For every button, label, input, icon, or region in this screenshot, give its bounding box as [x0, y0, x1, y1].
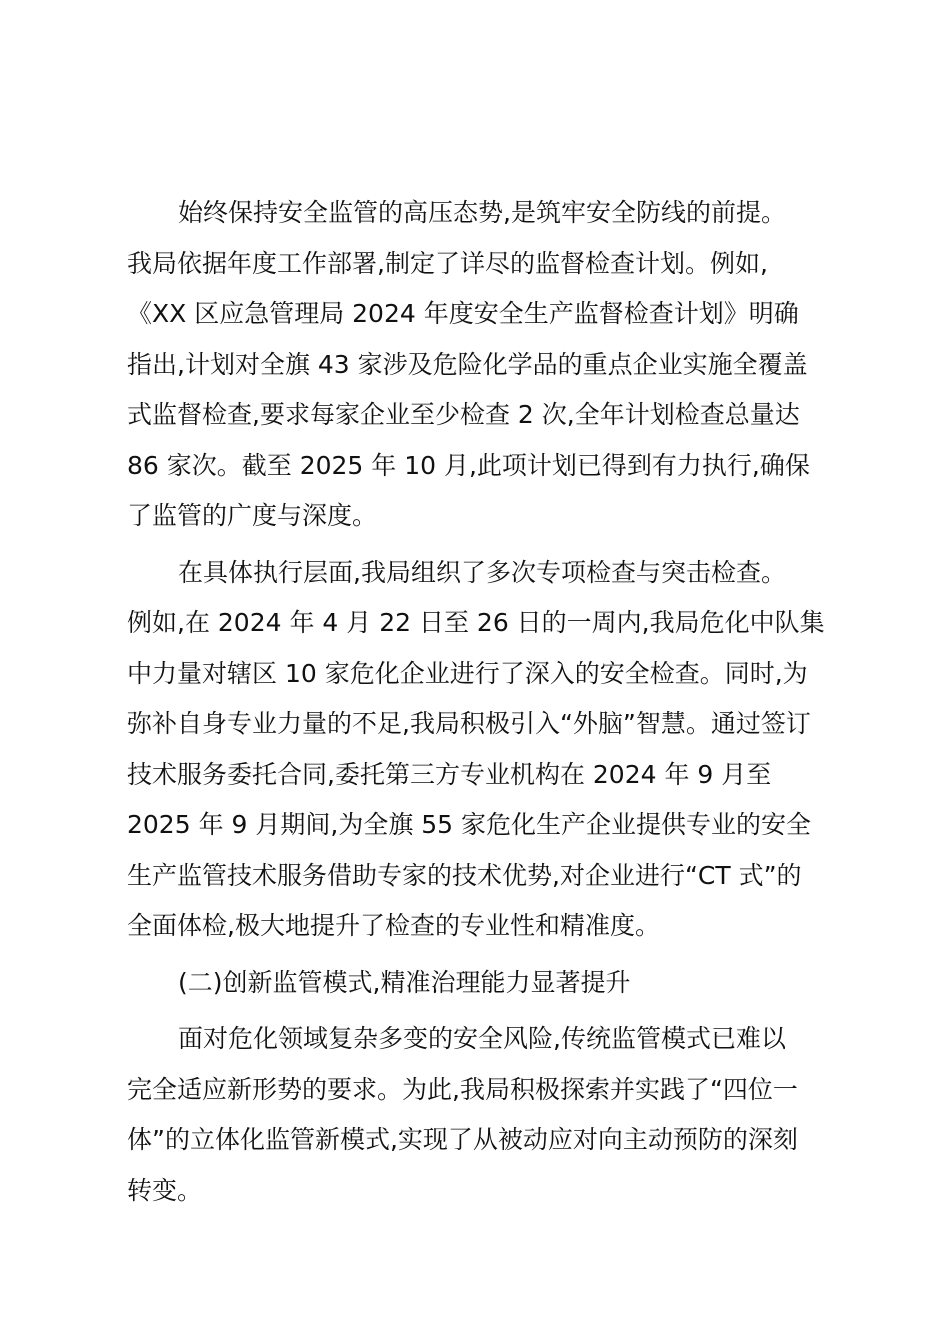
text-line: 86 家次。截至 2025 年 10 月,此项计划已得到有力执行,确保 [127, 450, 810, 480]
text-line: 全面体检,极大地提升了检查的专业性和精准度。 [127, 911, 660, 940]
paragraph-supervision-model [127, 1014, 827, 1216]
text-line: 中力量对辖区 10 家危化企业进行了深入的安全检查。同时,为 [127, 658, 808, 688]
text-line: 面对危化领域复杂多变的安全风险,传统监管模式已难以 [178, 1024, 786, 1053]
text-line: 完全适应新形势的要求。为此,我局积极探索并实践了“四位一 [127, 1074, 798, 1104]
text-line: 了监管的广度与深度。 [127, 501, 378, 530]
text-line: 转变。 [127, 1175, 203, 1205]
text-line: 技术服务委托合同,委托第三方专业机构在 2024 年 9 月至 [127, 759, 772, 789]
text-line: 2025 年 9 月期间,为全旗 55 家危化生产企业提供专业的安全 [127, 810, 812, 839]
text-line: 例如,在 2024 年 4 月 22 日至 26 日的一周内,我局危化中队集 [127, 608, 825, 637]
text-line: 生产监管技术服务借助专家的技术优势,对企业进行“CT 式”的 [127, 860, 802, 890]
text-line: 指出,计划对全旗 43 家涉及危险化学品的重点企业实施全覆盖 [127, 349, 808, 379]
text-line: 体”的立体化监管新模式,实现了从被动应对向主动预防的深刻 [127, 1125, 798, 1154]
heading-text: (二)创新监管模式,精准治理能力显著提升 [178, 967, 631, 997]
text-line: 《XX 区应急管理局 2024 年度安全生产监督检查计划》明确 [127, 299, 799, 328]
text-line: 我局依据年度工作部署,制定了详尽的监督检查计划。例如, [127, 248, 768, 278]
paragraph-special-inspections [127, 548, 827, 952]
paragraph-supervision-plan [127, 188, 827, 542]
text-line: 弥补自身专业力量的不足,我局积极引入“外脑”智慧。通过签订 [127, 709, 811, 738]
text-line: 式监督检查,要求每家企业至少检查 2 次,全年计划检查总量达 [127, 400, 800, 429]
document-body [127, 188, 827, 1216]
section-heading [127, 958, 827, 1009]
text-line: 在具体执行层面,我局组织了多次专项检查与突击检查。 [178, 557, 786, 587]
text-line: 始终保持安全监管的高压态势,是筑牢安全防线的前提。 [178, 198, 786, 227]
